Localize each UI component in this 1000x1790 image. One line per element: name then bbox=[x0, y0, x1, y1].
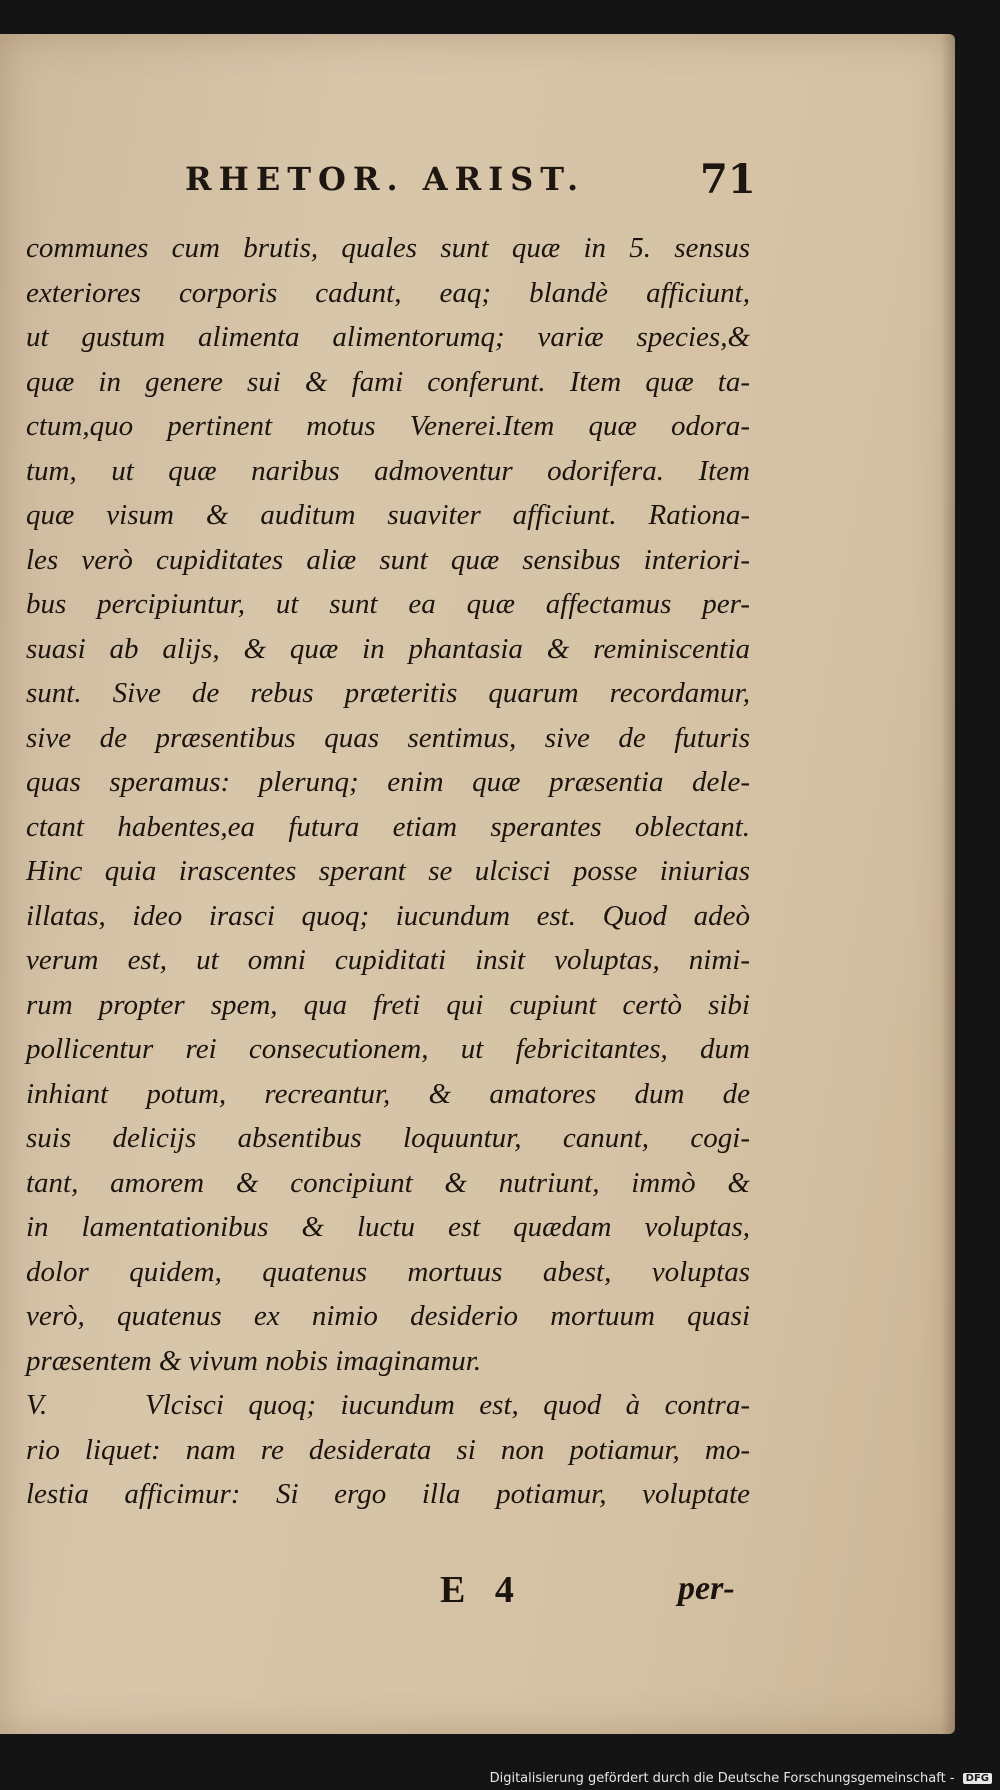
text-line: illatas, ideo irasci quoq; iucundum est. Quod adeò bbox=[26, 899, 750, 932]
text-line: Hinc quia irascentes sperant se ulcisci posse iniurias bbox=[26, 855, 750, 887]
text-line: V. Vlcisci quoq; iucundum est, quod à contra- bbox=[26, 1389, 750, 1421]
text-line: tum, ut quæ naribus admoventur odorifera. Item bbox=[26, 454, 750, 487]
catchword: per- bbox=[678, 1570, 735, 1607]
text-line: sunt. Sive de rebus præteritis quarum recordamur, bbox=[26, 677, 750, 709]
text-line: præsentem & vivum nobis imaginamur. bbox=[26, 1344, 482, 1377]
running-head: RHETOR. ARIST. bbox=[185, 160, 586, 198]
text-line: suasi ab alijs, & quæ in phantasia & reminiscentia bbox=[26, 632, 750, 665]
text-line: sive de præsentibus quas sentimus, sive de futuris bbox=[26, 721, 750, 754]
text-line: rio liquet: nam re desiderata si non potiamur, mo- bbox=[26, 1433, 750, 1466]
signature-mark: E 4 bbox=[440, 1569, 524, 1611]
body-text bbox=[26, 226, 750, 1517]
text-line: suis delicijs absentibus loquuntur, canunt, cogi- bbox=[26, 1122, 750, 1154]
text-line: communes cum brutis, quales sunt quæ in 5. sensus bbox=[26, 232, 750, 264]
text-line: ctant habentes,ea futura etiam sperantes oblectant. bbox=[26, 810, 750, 843]
book-page bbox=[0, 34, 955, 1734]
text-line: dolor quidem, quatenus mortuus abest, voluptas bbox=[26, 1255, 750, 1288]
text-line: ctum,quo pertinent motus Venerei.Item quæ odora- bbox=[26, 410, 750, 442]
text-line: verò, quatenus ex nimio desiderio mortuum quasi bbox=[26, 1300, 750, 1332]
text-line: inhiant potum, recreantur, & amatores dum de bbox=[26, 1077, 750, 1110]
text-line: in lamentationibus & luctu est quædam voluptas, bbox=[26, 1211, 750, 1243]
text-line: ut gustum alimenta alimentorumq; variæ species,& bbox=[26, 321, 750, 353]
page-edge-shadow bbox=[941, 34, 955, 1734]
text-line: bus percipiuntur, ut sunt ea quæ affectamus per- bbox=[26, 588, 750, 620]
text-line: pollicentur rei consecutionem, ut febricitantes, dum bbox=[26, 1033, 750, 1065]
text-line: quæ in genere sui & fami conferunt. Item quæ ta- bbox=[26, 365, 750, 398]
text-line: lestia afficimur: Si ergo illa potiamur, voluptate bbox=[26, 1478, 750, 1510]
page-number: 71 bbox=[700, 156, 756, 203]
text-line: tant, amorem & concipiunt & nutriunt, immò & bbox=[26, 1166, 750, 1199]
text-line: exteriores corporis cadunt, eaq; blandè afficiunt, bbox=[26, 276, 750, 309]
text-line: quas speramus: plerunq; enim quæ præsentia dele- bbox=[26, 766, 750, 798]
text-line: quæ visum & auditum suaviter afficiunt. Rationa- bbox=[26, 499, 750, 531]
digitization-credit bbox=[490, 1771, 992, 1786]
text-line: rum propter spem, qua freti qui cupiunt certò sibi bbox=[26, 988, 750, 1021]
text-line: les verò cupiditates aliæ sunt quæ sensibus interiori- bbox=[26, 543, 750, 576]
dfg-logo: DFG bbox=[963, 1773, 992, 1784]
text-line: verum est, ut omni cupiditati insit voluptas, nimi- bbox=[26, 944, 750, 976]
credit-text: Digitalisierung gefördert durch die Deutsche Forschungsgemeinschaft - bbox=[489, 1771, 955, 1786]
